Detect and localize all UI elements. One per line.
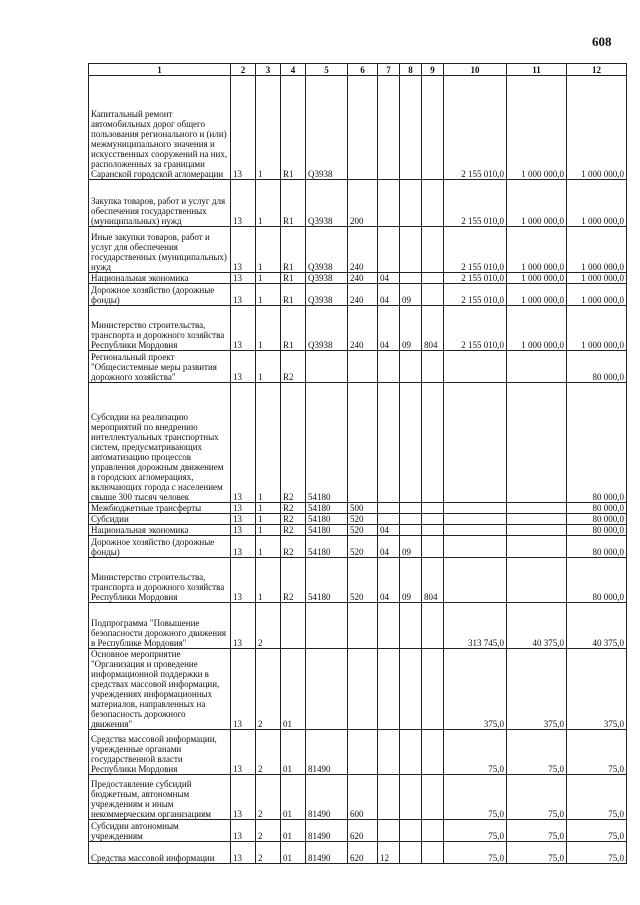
row-cell-col-5: 81490 (306, 842, 348, 864)
row-cell-col-4: R2 (281, 351, 306, 383)
row-cell-col-3: 2 (256, 649, 281, 730)
row-cell-col-6 (348, 730, 378, 775)
row-cell-col-2: 13 (231, 503, 256, 514)
row-cell-col-10: 2 155 010,0 (444, 180, 507, 227)
row-cell-col-12: 1 000 000,0 (567, 284, 627, 306)
table-row (89, 730, 627, 775)
row-cell-col-7 (378, 383, 400, 503)
table-row (89, 306, 627, 351)
row-cell-col-4: 01 (281, 820, 306, 842)
header-col-1: 1 (89, 64, 231, 76)
row-cell-col-6 (348, 383, 378, 503)
row-cell-col-11 (507, 525, 567, 536)
row-cell-col-6 (348, 76, 378, 180)
row-cell-col-9 (422, 227, 444, 273)
row-cell-col-2: 13 (231, 227, 256, 273)
row-cell-col-2: 13 (231, 820, 256, 842)
row-cell-col-12: 375,0 (567, 649, 627, 730)
table-row (89, 842, 627, 864)
row-cell-col-11: 75,0 (507, 730, 567, 775)
row-cell-col-10: 2 155 010,0 (444, 306, 507, 351)
row-cell-col-4: R2 (281, 558, 306, 603)
row-cell-col-8 (400, 180, 422, 227)
row-cell-col-10 (444, 351, 507, 383)
row-name-cell: Основное мероприятие "Организация и проведение информационной поддержки в средствах массовой информации, учреждениях информационных материалов, направленных на безопасность дорожного движения" (89, 649, 231, 730)
row-name-cell: Субсидии автономным учреждениям (89, 820, 231, 842)
row-cell-col-3: 1 (256, 525, 281, 536)
header-col-5: 5 (306, 64, 348, 76)
row-cell-col-12: 80 000,0 (567, 536, 627, 558)
table-row (89, 603, 627, 649)
row-cell-col-5: 81490 (306, 775, 348, 820)
row-cell-col-9 (422, 603, 444, 649)
row-cell-col-2: 13 (231, 273, 256, 284)
row-cell-col-2: 13 (231, 514, 256, 525)
row-cell-col-6 (348, 603, 378, 649)
row-cell-col-8 (400, 525, 422, 536)
row-cell-col-4: R1 (281, 273, 306, 284)
row-cell-col-7: 04 (378, 284, 400, 306)
row-cell-col-5: 54180 (306, 536, 348, 558)
row-cell-col-10 (444, 383, 507, 503)
row-cell-col-4: R1 (281, 76, 306, 180)
row-cell-col-12: 1 000 000,0 (567, 76, 627, 180)
row-cell-col-9 (422, 820, 444, 842)
row-cell-col-11: 1 000 000,0 (507, 273, 567, 284)
row-cell-col-2: 13 (231, 180, 256, 227)
row-cell-col-11: 1 000 000,0 (507, 180, 567, 227)
row-cell-col-12: 1 000 000,0 (567, 180, 627, 227)
row-cell-col-2: 13 (231, 730, 256, 775)
row-cell-col-6: 240 (348, 306, 378, 351)
row-cell-col-5: 81490 (306, 730, 348, 775)
table-row (89, 820, 627, 842)
row-cell-col-10: 75,0 (444, 775, 507, 820)
row-cell-col-2: 13 (231, 775, 256, 820)
row-cell-col-4: 01 (281, 730, 306, 775)
row-cell-col-4: R1 (281, 284, 306, 306)
row-cell-col-7 (378, 603, 400, 649)
table-row (89, 383, 627, 503)
row-cell-col-3: 1 (256, 536, 281, 558)
row-cell-col-7: 04 (378, 536, 400, 558)
row-cell-col-12: 75,0 (567, 820, 627, 842)
row-cell-col-7 (378, 76, 400, 180)
row-cell-col-6: 500 (348, 503, 378, 514)
row-cell-col-2: 13 (231, 536, 256, 558)
row-cell-col-12: 75,0 (567, 730, 627, 775)
table-row (89, 558, 627, 603)
row-cell-col-5: Q3938 (306, 273, 348, 284)
budget-table-container (88, 63, 626, 864)
row-cell-col-2: 13 (231, 383, 256, 503)
row-cell-col-7 (378, 649, 400, 730)
row-cell-col-6: 620 (348, 820, 378, 842)
row-cell-col-3: 1 (256, 227, 281, 273)
row-cell-col-12: 1 000 000,0 (567, 227, 627, 273)
row-cell-col-11: 1 000 000,0 (507, 284, 567, 306)
row-cell-col-11: 1 000 000,0 (507, 227, 567, 273)
row-name-cell: Подпрограмма "Повышение безопасности дорожного движения в Республике Мордовия" (89, 603, 231, 649)
row-cell-col-8 (400, 730, 422, 775)
row-cell-col-2: 13 (231, 649, 256, 730)
row-cell-col-5: 54180 (306, 558, 348, 603)
row-cell-col-12: 80 000,0 (567, 503, 627, 514)
row-cell-col-9 (422, 525, 444, 536)
row-cell-col-11 (507, 536, 567, 558)
row-name-cell: Межбюджетные трансферты (89, 503, 231, 514)
row-cell-col-7 (378, 775, 400, 820)
row-cell-col-10 (444, 558, 507, 603)
row-cell-col-5: Q3938 (306, 227, 348, 273)
row-cell-col-12: 80 000,0 (567, 558, 627, 603)
row-cell-col-8 (400, 514, 422, 525)
row-cell-col-5: Q3938 (306, 284, 348, 306)
row-cell-col-11 (507, 514, 567, 525)
row-cell-col-3: 1 (256, 351, 281, 383)
row-cell-col-3: 1 (256, 284, 281, 306)
row-cell-col-11: 75,0 (507, 842, 567, 864)
header-col-7: 7 (378, 64, 400, 76)
row-cell-col-9: 804 (422, 306, 444, 351)
row-cell-col-8 (400, 351, 422, 383)
row-cell-col-5: Q3938 (306, 180, 348, 227)
header-col-9: 9 (422, 64, 444, 76)
row-cell-col-12: 80 000,0 (567, 514, 627, 525)
row-cell-col-4: R2 (281, 503, 306, 514)
row-cell-col-4: R2 (281, 536, 306, 558)
row-cell-col-10: 2 155 010,0 (444, 284, 507, 306)
row-cell-col-6: 520 (348, 514, 378, 525)
row-cell-col-8 (400, 503, 422, 514)
row-name-cell: Региональный проект "Общесистемные меры развития дорожного хозяйства" (89, 351, 231, 383)
row-cell-col-2: 13 (231, 558, 256, 603)
row-cell-col-9 (422, 775, 444, 820)
row-cell-col-7 (378, 503, 400, 514)
row-cell-col-9 (422, 383, 444, 503)
row-cell-col-9 (422, 536, 444, 558)
row-cell-col-7 (378, 351, 400, 383)
row-cell-col-6: 240 (348, 273, 378, 284)
table-row (89, 180, 627, 227)
row-cell-col-4: R2 (281, 514, 306, 525)
row-cell-col-9 (422, 273, 444, 284)
row-cell-col-12: 75,0 (567, 775, 627, 820)
row-cell-col-10: 2 155 010,0 (444, 76, 507, 180)
row-name-cell: Субсидии на реализацию мероприятий по внедрению интеллектуальных транспортных систем, предусматривающих автоматизацию процессов управления дорожным движением в городских агломерациях, включающих города с населением свыше 300 тысяч человек (89, 383, 231, 503)
row-cell-col-6 (348, 649, 378, 730)
row-cell-col-4: R1 (281, 306, 306, 351)
row-cell-col-9 (422, 514, 444, 525)
row-cell-col-10: 313 745,0 (444, 603, 507, 649)
row-cell-col-3: 2 (256, 603, 281, 649)
row-cell-col-11: 75,0 (507, 775, 567, 820)
row-cell-col-2: 13 (231, 284, 256, 306)
row-cell-col-5: 81490 (306, 820, 348, 842)
row-cell-col-12: 75,0 (567, 842, 627, 864)
row-cell-col-5 (306, 351, 348, 383)
row-cell-col-3: 2 (256, 730, 281, 775)
row-cell-col-11: 1 000 000,0 (507, 306, 567, 351)
row-cell-col-3: 1 (256, 76, 281, 180)
table-body (89, 76, 627, 864)
row-name-cell: Предоставление субсидий бюджетным, автономным учреждениям и иным некоммерческим организациям (89, 775, 231, 820)
row-cell-col-9 (422, 649, 444, 730)
row-cell-col-6: 520 (348, 536, 378, 558)
row-cell-col-10: 375,0 (444, 649, 507, 730)
row-cell-col-9 (422, 284, 444, 306)
row-name-cell: Капитальный ремонт автомобильных дорог общего пользования регионального и (или) межмуниципального значения и искусственных сооружений на них, расположенных за границами Саранской городской агломерации (89, 76, 231, 180)
row-cell-col-3: 1 (256, 383, 281, 503)
row-name-cell: Иные закупки товаров, работ и услуг для обеспечения государственных (муниципальных) нужд (89, 227, 231, 273)
row-cell-col-6: 240 (348, 227, 378, 273)
row-cell-col-5: 54180 (306, 503, 348, 514)
row-cell-col-3: 1 (256, 514, 281, 525)
row-cell-col-7: 04 (378, 273, 400, 284)
row-cell-col-9: 804 (422, 558, 444, 603)
table-row (89, 227, 627, 273)
row-cell-col-6: 240 (348, 284, 378, 306)
row-cell-col-8: 09 (400, 536, 422, 558)
row-cell-col-10: 2 155 010,0 (444, 273, 507, 284)
row-cell-col-3: 2 (256, 842, 281, 864)
row-cell-col-9 (422, 76, 444, 180)
row-name-cell: Дорожное хозяйство (дорожные фонды) (89, 284, 231, 306)
row-cell-col-8 (400, 227, 422, 273)
row-cell-col-2: 13 (231, 603, 256, 649)
budget-table (88, 63, 627, 864)
table-row (89, 536, 627, 558)
row-cell-col-9 (422, 842, 444, 864)
table-row (89, 775, 627, 820)
row-cell-col-2: 13 (231, 525, 256, 536)
row-name-cell: Средства массовой информации, учрежденные органами государственной власти Республики Мордовия (89, 730, 231, 775)
row-cell-col-11: 1 000 000,0 (507, 76, 567, 180)
row-cell-col-3: 1 (256, 180, 281, 227)
header-col-11: 11 (507, 64, 567, 76)
table-row (89, 525, 627, 536)
row-cell-col-11: 75,0 (507, 820, 567, 842)
row-cell-col-8 (400, 775, 422, 820)
row-cell-col-10 (444, 503, 507, 514)
row-cell-col-4: R1 (281, 227, 306, 273)
row-cell-col-7: 04 (378, 306, 400, 351)
row-cell-col-12: 1 000 000,0 (567, 273, 627, 284)
row-cell-col-11: 40 375,0 (507, 603, 567, 649)
row-cell-col-8 (400, 649, 422, 730)
row-cell-col-3: 1 (256, 273, 281, 284)
row-cell-col-4 (281, 603, 306, 649)
row-cell-col-10: 75,0 (444, 842, 507, 864)
row-name-cell: Дорожное хозяйство (дорожные фонды) (89, 536, 231, 558)
header-col-4: 4 (281, 64, 306, 76)
table-row (89, 273, 627, 284)
header-col-12: 12 (567, 64, 627, 76)
row-cell-col-10: 2 155 010,0 (444, 227, 507, 273)
row-cell-col-12: 1 000 000,0 (567, 306, 627, 351)
row-cell-col-3: 1 (256, 558, 281, 603)
row-cell-col-6: 600 (348, 775, 378, 820)
page-number: 608 (592, 34, 612, 49)
row-cell-col-11 (507, 558, 567, 603)
row-cell-col-5 (306, 603, 348, 649)
row-cell-col-11: 375,0 (507, 649, 567, 730)
row-cell-col-12: 80 000,0 (567, 351, 627, 383)
header-col-10: 10 (444, 64, 507, 76)
row-cell-col-8 (400, 273, 422, 284)
row-cell-col-7 (378, 820, 400, 842)
row-cell-col-6: 520 (348, 558, 378, 603)
row-cell-col-4: 01 (281, 649, 306, 730)
row-cell-col-12: 80 000,0 (567, 383, 627, 503)
row-name-cell: Национальная экономика (89, 273, 231, 284)
row-cell-col-3: 2 (256, 775, 281, 820)
table-row (89, 351, 627, 383)
row-name-cell: Национальная экономика (89, 525, 231, 536)
row-cell-col-5: 54180 (306, 525, 348, 536)
row-cell-col-6: 520 (348, 525, 378, 536)
row-name-cell: Средства массовой информации (89, 842, 231, 864)
row-cell-col-12: 40 375,0 (567, 603, 627, 649)
row-cell-col-3: 2 (256, 820, 281, 842)
row-cell-col-7: 04 (378, 525, 400, 536)
row-cell-col-11 (507, 351, 567, 383)
row-cell-col-9 (422, 730, 444, 775)
row-cell-col-10 (444, 525, 507, 536)
row-cell-col-8 (400, 603, 422, 649)
row-cell-col-9 (422, 180, 444, 227)
row-cell-col-6: 620 (348, 842, 378, 864)
row-cell-col-11 (507, 503, 567, 514)
row-cell-col-6: 200 (348, 180, 378, 227)
row-cell-col-10 (444, 514, 507, 525)
row-cell-col-9 (422, 503, 444, 514)
row-cell-col-4: R1 (281, 180, 306, 227)
table-row (89, 284, 627, 306)
row-cell-col-8: 09 (400, 558, 422, 603)
row-cell-col-7 (378, 730, 400, 775)
row-cell-col-5: Q3938 (306, 76, 348, 180)
row-cell-col-5: Q3938 (306, 306, 348, 351)
table-header (89, 64, 627, 76)
row-cell-col-10: 75,0 (444, 820, 507, 842)
row-cell-col-8: 09 (400, 306, 422, 351)
row-cell-col-9 (422, 351, 444, 383)
row-cell-col-12: 80 000,0 (567, 525, 627, 536)
row-cell-col-4: 01 (281, 842, 306, 864)
row-cell-col-10 (444, 536, 507, 558)
row-cell-col-7 (378, 514, 400, 525)
table-row (89, 503, 627, 514)
row-cell-col-4: 01 (281, 775, 306, 820)
row-cell-col-7: 04 (378, 558, 400, 603)
row-cell-col-10: 75,0 (444, 730, 507, 775)
row-cell-col-2: 13 (231, 76, 256, 180)
row-cell-col-7: 12 (378, 842, 400, 864)
table-row (89, 514, 627, 525)
row-cell-col-5 (306, 649, 348, 730)
table-row (89, 649, 627, 730)
row-cell-col-3: 1 (256, 503, 281, 514)
row-name-cell: Министерство строительства, транспорта и дорожного хозяйства Республики Мордовия (89, 306, 231, 351)
row-cell-col-4: R2 (281, 383, 306, 503)
header-col-2: 2 (231, 64, 256, 76)
header-row (89, 64, 627, 76)
header-col-3: 3 (256, 64, 281, 76)
row-cell-col-8: 09 (400, 284, 422, 306)
row-name-cell: Министерство строительства, транспорта и дорожного хозяйства Республики Мордовия (89, 558, 231, 603)
table-row (89, 76, 627, 180)
row-cell-col-5: 54180 (306, 514, 348, 525)
row-name-cell: Субсидии (89, 514, 231, 525)
row-cell-col-7 (378, 180, 400, 227)
row-cell-col-4: R2 (281, 525, 306, 536)
row-name-cell: Закупка товаров, работ и услуг для обеспечения государственных (муниципальных) нужд (89, 180, 231, 227)
header-col-6: 6 (348, 64, 378, 76)
row-cell-col-8 (400, 76, 422, 180)
row-cell-col-6 (348, 351, 378, 383)
row-cell-col-3: 1 (256, 306, 281, 351)
row-cell-col-8 (400, 820, 422, 842)
row-cell-col-2: 13 (231, 306, 256, 351)
row-cell-col-7 (378, 227, 400, 273)
row-cell-col-8 (400, 842, 422, 864)
row-cell-col-5: 54180 (306, 383, 348, 503)
row-cell-col-8 (400, 383, 422, 503)
row-cell-col-11 (507, 383, 567, 503)
row-cell-col-2: 13 (231, 351, 256, 383)
row-cell-col-2: 13 (231, 842, 256, 864)
header-col-8: 8 (400, 64, 422, 76)
